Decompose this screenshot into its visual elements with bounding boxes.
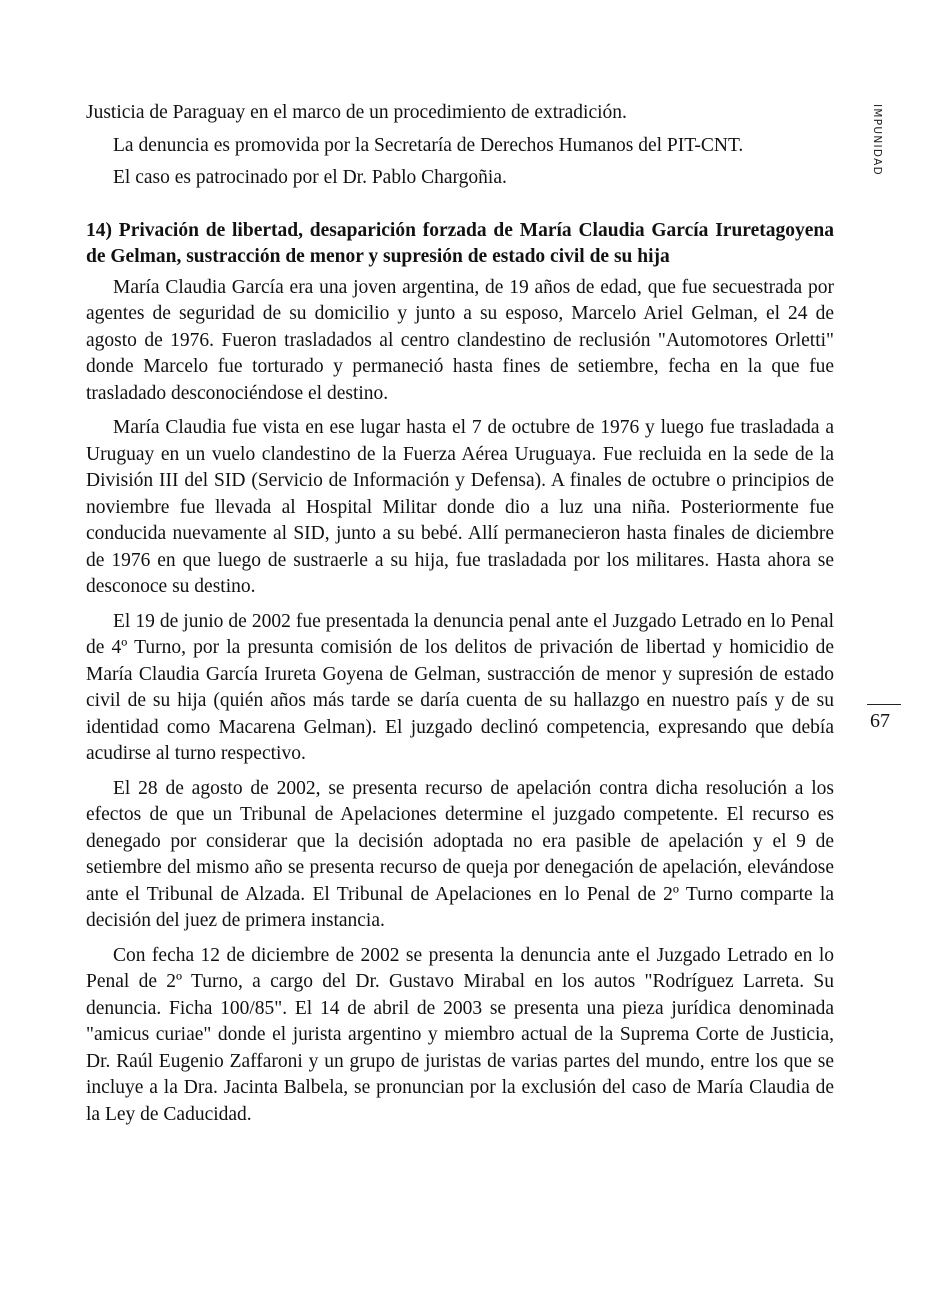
page-number: 67 — [870, 710, 890, 732]
running-header-section-label: IMPUNIDAD — [871, 104, 883, 176]
intro-block — [86, 100, 834, 192]
intro-paragraph-sponsor: El caso es patrocinado por el Dr. Pablo Chargoñia. — [113, 167, 507, 188]
page-body — [86, 100, 834, 1128]
section-paragraph: María Claudia fue vista en ese lugar hasta el 7 de octubre de 1976 y luego fue trasladada a Uruguay en un vuelo clandestino de la Fuerza Aérea Uruguaya. Fue recluida en la sede de la División III del SID (Servicio de Información y Defensa). A finales de octubre o principios de noviembre fue llevada al Hospital Militar donde dio a luz una niña. Posteriormente fue conducida nuevamente al SID, junto a su bebé. Allí permanecieron hasta finales de diciembre de 1976 en que luego de sustraerle a su hija, fue trasladada por los militares. Hasta ahora se desconoce su destino. — [86, 417, 834, 597]
section-paragraph: El 28 de agosto de 2002, se presenta recurso de apelación contra dicha resolución a los efectos de que un Tribunal de Apelaciones determine el juzgado competente. El recurso es denegado por considerar que la decisión adoptada no era pasible de apelación y el 9 de setiembre del mismo año se presenta recurso de queja por denegación de apelación, elevándose ante el Tribunal de Alzada. El Tribunal de Apelaciones en lo Penal de 2º Turno comparte la decisión del juez de primera instancia. — [86, 777, 834, 931]
section-heading: 14) Privación de libertad, desaparición forzada de María Claudia García Iruretagoyena de Gelman, sustracción de menor y supresión de estado civil de su hija — [86, 219, 834, 267]
section-paragraph: El 19 de junio de 2002 fue presentada la denuncia penal ante el Juzgado Letrado en lo Penal de 4º Turno, por la presunta comisión de los delitos de privación de libertad y homicidio de María Claudia García Irureta Goyena de Gelman, sustracción de menor y supresión de estado civil de su hija (quién años más tarde se daría cuenta de su hallazgo en nuestro país y de su identidad como Macarena Gelman). El juzgado declinó competencia, expresando que debía acudirse al turno respectivo. — [86, 610, 834, 764]
section-paragraph: Con fecha 12 de diciembre de 2002 se presenta la denuncia ante el Juzgado Letrado en lo Penal de 2º Turno, a cargo del Dr. Gustavo Mirabal en los autos "Rodríguez Larreta. Su denuncia. Ficha 100/85". El 14 de abril de 2003 se presenta una pieza jurídica denominada "amicus curiae" donde el jurista argentino y miembro actual de la Suprema Corte de Justicia, Dr. Raúl Eugenio Zaffaroni y un grupo de juristas de varias partes del mundo, entre los que se incluye a la Dra. Jacinta Balbela, se pronuncian por la exclusión del caso de María Claudia de la Ley de Caducidad. — [86, 944, 834, 1125]
section-paragraph: María Claudia García era una joven argentina, de 19 años de edad, que fue secuestrada por agentes de seguridad de su domicilio y junto a su esposo, Marcelo Ariel Gelman, el 24 de agosto de 1976. Fueron trasladados al centro clandestino de reclusión "Automotores Orletti" donde Marcelo fue torturado y permaneció hasta fines de setiembre, fecha en la que fue trasladado desconociéndose el destino. — [86, 276, 834, 404]
intro-paragraph-continuation: Justicia de Paraguay en el marco de un procedimiento de extradición. — [86, 102, 627, 123]
page-number-rule — [867, 704, 901, 705]
intro-paragraph-complaint: La denuncia es promovida por la Secretaría de Derechos Humanos del PIT-CNT. — [113, 134, 744, 156]
